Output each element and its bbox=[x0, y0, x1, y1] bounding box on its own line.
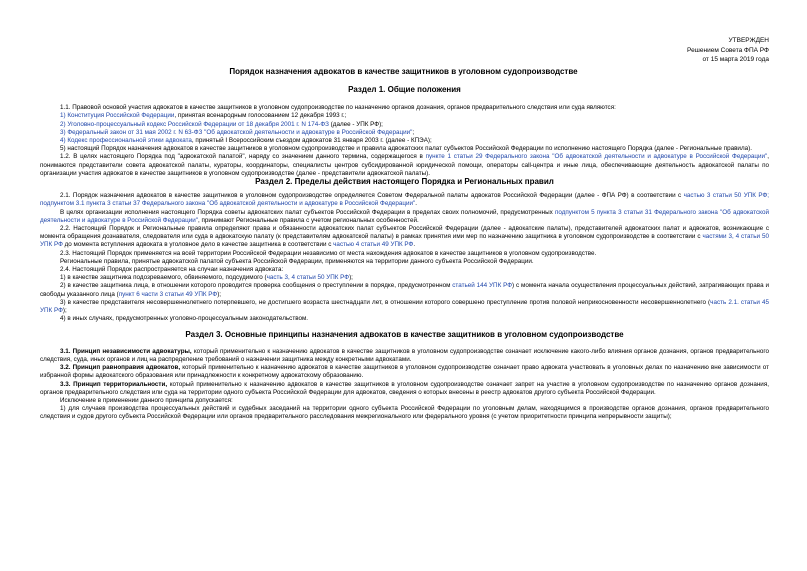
link-article-144[interactable]: статьей 144 УПК РФ bbox=[452, 282, 513, 290]
list-item bbox=[40, 129, 769, 137]
principle-label: 3.1. Принцип независимости адвокатуры, bbox=[60, 347, 192, 355]
paragraph-2-1b bbox=[40, 209, 769, 225]
list-item-text: , принятый I Всероссийским съездом адвокатов 31 января 2003 г. (далее - КПЭА); bbox=[191, 137, 432, 145]
link-article-50-c1[interactable]: часть 3, 4 статьи 50 УПК РФ bbox=[266, 274, 350, 282]
approval-line-1: УТВЕРЖДЕН bbox=[728, 37, 769, 44]
paragraph-1-2 bbox=[40, 153, 769, 178]
list-item-text: , принятая всенародным голосованием 12 декабря 1993 г.; bbox=[174, 112, 347, 120]
list-item bbox=[40, 282, 769, 298]
list-item-text: ); bbox=[217, 290, 222, 298]
paragraph-2-1 bbox=[40, 192, 769, 208]
link-kpea[interactable]: 4) Кодекс профессиональной этики адвоката bbox=[60, 137, 192, 145]
list-item bbox=[40, 137, 769, 145]
paragraph-text: который применительно к назначению адвокатов в качестве защитников в уголовном судопроизводстве означает право адвоката участвовать в уголовных делах по назначению вне зависимости от избранной формы адвокатского образования или принадлежности к конкретному адвокатскому образованию. bbox=[40, 364, 769, 380]
approval-block bbox=[687, 36, 769, 65]
link-article-31[interactable]: подпунктом 5 пункта 3 статьи 31 Федерального закона "Об адвокатской деятельности и адвокатуре в Российской Федерации" bbox=[40, 208, 769, 224]
paragraph-text: , принимают Региональные правила с учетом региональных особенностей. bbox=[198, 216, 419, 224]
list-item-text: (далее - УПК РФ); bbox=[328, 120, 383, 128]
paragraph-2-2 bbox=[40, 225, 769, 250]
approval-line-2: Решением Совета ФПА РФ bbox=[687, 46, 769, 54]
section-1-heading: Раздел 1. Общие положения bbox=[348, 85, 461, 94]
paragraph-2-3b: Региональные правила, принятые адвокатской палатой субъекта Российской Федерации, применяются на территории данного субъекта Российской Федерации. bbox=[60, 257, 534, 265]
paragraph-text: 2.1. Порядок назначения адвокатов в качестве защитников в уголовном судопроизводстве определяется Советом Федеральной палаты адвокатов Российской Федерации (далее - ФПА РФ) в соответствии с bbox=[60, 192, 684, 200]
link-article-50-parts[interactable]: частями 3, 4 статьи 50 УПК РФ bbox=[40, 233, 769, 249]
list-item bbox=[40, 112, 769, 120]
document-body bbox=[40, 86, 769, 422]
approval-line-3: от 15 марта 2019 года bbox=[702, 56, 769, 63]
list-item bbox=[40, 121, 769, 129]
list-item-text: 2) в качестве защитника лица, в отношении которого проводится проверка сообщения о преступлении в порядке, предусмотренном bbox=[60, 282, 453, 290]
paragraph-text: В целях организации исполнения настоящего Порядка советы адвокатских палат субъектов Российской Федерации в пределах своих полномочий, предусмотренных bbox=[60, 208, 555, 216]
link-article-50-37[interactable]: частью 3 статьи 50 УПК РФ; подпунктом 3.1 пункта 3 статьи 37 Федерального закона "Об адвокатской деятельности и адвокатуре в Российской Федерации" bbox=[40, 192, 769, 208]
list-item bbox=[40, 299, 769, 315]
link-federal-law[interactable]: 3) Федеральный закон от 31 мая 2002 г. N 63-ФЗ "Об адвокатской деятельности и адвокатуре в Российской Федерации" bbox=[60, 128, 413, 136]
list-item: 4) в иных случаях, предусмотренных уголовно-процессуальным законодательством. bbox=[60, 315, 309, 323]
section-2-heading: Раздел 2. Пределы действия настоящего Порядка и Региональных правил bbox=[255, 177, 554, 187]
list-item-text: 1) в качестве защитника подозреваемого, обвиняемого, подсудимого ( bbox=[60, 274, 267, 282]
document-title: Порядок назначения адвокатов в качестве защитников в уголовном судопроизводстве bbox=[229, 67, 578, 76]
paragraph-text: . bbox=[415, 200, 418, 208]
list-item: 5) настоящий Порядок назначения адвокатов в качестве защитников в уголовном судопроизводстве и правила адвокатских палат субъектов Российской Федерации по исполнению настоящего Порядка (далее - Региональные правила). bbox=[60, 145, 752, 153]
paragraph-text: до момента вступления адвоката в уголовное дело в качестве защитника в соответствии с bbox=[62, 241, 334, 249]
paragraph-2-4: 2.4. Настоящий Порядок распространяется на случаи назначения адвоката: bbox=[60, 266, 284, 274]
list-item-text: ); bbox=[62, 307, 67, 315]
link-article-45[interactable]: часть 2.1. статьи 45 УПК РФ bbox=[40, 298, 769, 315]
link-article-29[interactable]: пункте 1 статьи 29 Федерального закона "Об адвокатской деятельности и адвокатуре в Российской Федерации" bbox=[425, 153, 768, 161]
paragraph-text: , понимаются представители совета адвокатской палаты, кураторы, координаторы, специалисты центров субсидированной юридической помощи, операторы call-центра и иные лица, обеспечивающие деятельность адвокатской палаты по организации участия адвокатов в качестве защитников в уголовном судопроизводстве (далее - представители адвокатской палаты). bbox=[40, 153, 770, 177]
principle-label: 3.2. Принцип равноправия адвокатов, bbox=[60, 364, 181, 372]
link-article-49-p6[interactable]: пункт 6 части 3 статьи 49 УПК РФ bbox=[118, 290, 218, 298]
exceptions-intro: Исключение в применении данного принципа допускается: bbox=[60, 396, 233, 404]
paragraph-text: 1.2. В целях настоящего Порядка под "адвокатской палатой", наряду со значением данного термина, содержащегося в bbox=[60, 153, 426, 161]
link-upk[interactable]: 2) Уголовно-процессуальный кодекс Российской Федерации от 18 декабря 2001 г. N 174-ФЗ bbox=[60, 120, 329, 128]
paragraph-text: который применительно к назначению адвокатов в качестве защитников в уголовном судопроизводстве означает запрет на участие в уголовном судопроизводстве по назначению органов дознания, органов предварительного следствия или суда на территории одного субъекта Российской Федерации для адвокатов, сведения о которых внесены в реестр адвокатов другого субъекта Российской Федерации. bbox=[40, 380, 769, 396]
paragraph-2-3: 2.3. Настоящий Порядок применяется на всей территории Российской Федерации независимо от места нахождения адвокатов в качестве защитников в уголовном судопроизводстве. bbox=[60, 249, 597, 257]
list-item-text: ; bbox=[412, 128, 415, 136]
list-item-text: ) с момента начала осуществления процессуальных действий, затрагивающих права и свободы указанного лица ( bbox=[40, 282, 769, 298]
paragraph-text: 2.2. Настоящий Порядок и Региональные правила определяют права и обязанности адвокатских палат субъектов Российской Федерации (далее - адвокатские палаты), представителей адвокатских палат и адвокатов, возникающие с момента обращения дознавателя, следователя или суда в адвокатскую палату (к представителям адвокатской палаты) в рамках принятия ими мер по назначению защитника в уголовном судопроизводстве в соответствии с bbox=[40, 225, 769, 241]
list-item-text: 3) в качестве представителя несовершеннолетнего потерпевшего, не достигшего возраста шестнадцати лет, в отношении которого совершено преступление против половой неприкосновенности несовершеннолетнего ( bbox=[60, 298, 711, 306]
list-item-text: ); bbox=[349, 274, 353, 282]
section-3-heading: Раздел 3. Основные принципы назначения адвокатов в качестве защитников в уголовном судопроизводстве bbox=[185, 330, 624, 340]
paragraph-text: который применительно к назначению адвокатов в качестве защитников в уголовном судопроизводстве означает исключение какого-либо влияния органов дознания, органов предварительного следствия, суда, иных органов и лиц на распределение требований о назначении защитника между конкретными адвокатами. bbox=[40, 347, 769, 363]
link-constitution[interactable]: 1) Конституция Российской Федерации bbox=[60, 112, 175, 120]
principle-label: 3.3. Принцип территориальности, bbox=[60, 380, 168, 388]
list-item: 1) для случаев производства процессуальных действий и судебных заседаний на территории одного субъекта Российской Федерации по уголовным делам, находящимся в производстве органов дознания, органов предварительного следствия и судов другого субъекта Российской Федерации или органов предварительного расследования межрегионального или федерального уровня (с учетом приоритетности принципа непрерывности защиты); bbox=[40, 405, 769, 421]
link-article-49[interactable]: частью 4 статьи 49 УПК РФ bbox=[333, 241, 414, 249]
paragraph-3-3 bbox=[40, 381, 769, 397]
paragraph-1-1: 1.1. Правовой основой участия адвокатов в качестве защитников в уголовном судопроизводстве по назначению органов дознания, органов предварительного следствия или суда являются: bbox=[60, 104, 616, 112]
paragraph-text: . bbox=[413, 241, 416, 249]
paragraph-3-2 bbox=[40, 364, 769, 380]
paragraph-3-1 bbox=[40, 348, 769, 364]
